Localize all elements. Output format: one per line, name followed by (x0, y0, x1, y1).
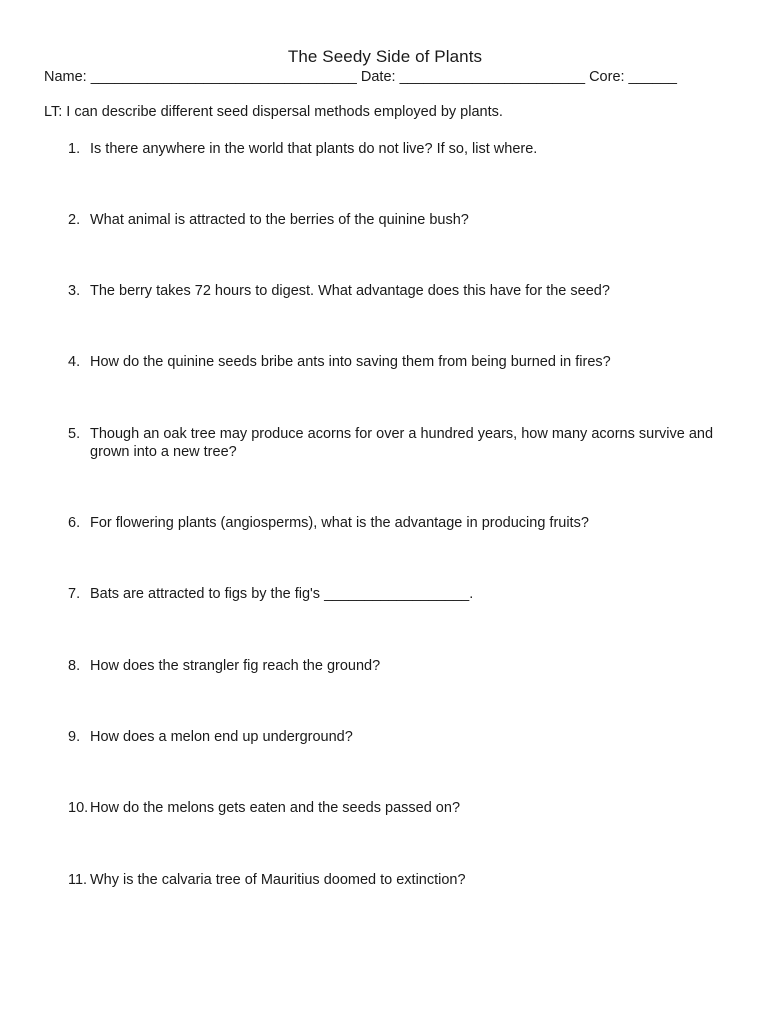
question-number: 11. (68, 872, 88, 888)
question-number: 3. (68, 283, 81, 299)
question-text: Though an oak tree may produce acorns for over a hundred years, how many acorns survive and grown into a new tree? (90, 426, 714, 460)
question-text: The berry takes 72 hours to digest. What advantage does this have for the seed? (90, 283, 610, 299)
question-number: 7. (68, 586, 81, 602)
question-number: 2. (68, 212, 81, 228)
question-item (68, 871, 728, 889)
question-number: 8. (68, 658, 81, 674)
question-item (68, 585, 728, 603)
question-number: 9. (68, 729, 81, 745)
question-text: What animal is attracted to the berries of the quinine bush? (90, 212, 469, 228)
question-text: Why is the calvaria tree of Mauritius doomed to extinction? (90, 872, 466, 888)
question-item (68, 353, 728, 371)
question-number: 1. (68, 141, 81, 157)
question-item (68, 799, 728, 817)
question-number: 10. (68, 800, 89, 816)
page-title: The Seedy Side of Plants (287, 47, 483, 66)
learning-target: LT: I can describe different seed dispersal methods employed by plants. (44, 104, 503, 120)
question-text: Is there anywhere in the world that plants do not live? If so, list where. (90, 141, 538, 157)
question-item (68, 514, 728, 532)
question-text: Bats are attracted to figs by the fig's __________________. (90, 586, 474, 602)
question-text: How do the melons gets eaten and the seeds passed on? (90, 800, 461, 816)
question-text: For flowering plants (angiosperms), what is the advantage in producing fruits? (90, 515, 589, 531)
question-item (68, 140, 728, 158)
question-item (68, 728, 728, 746)
question-number: 6. (68, 515, 81, 531)
question-number: 4. (68, 354, 81, 370)
student-info-fields: Name: _________________________________ Date: _______________________ Core: ______ (44, 69, 677, 85)
question-text: How do the quinine seeds bribe ants into saving them from being burned in fires? (90, 354, 611, 370)
question-text: How does a melon end up underground? (90, 729, 353, 745)
question-item (68, 425, 728, 461)
question-text: How does the strangler fig reach the ground? (90, 658, 381, 674)
question-number: 5. (68, 426, 81, 442)
question-item (68, 657, 728, 675)
question-item (68, 211, 728, 229)
question-item (68, 282, 728, 300)
